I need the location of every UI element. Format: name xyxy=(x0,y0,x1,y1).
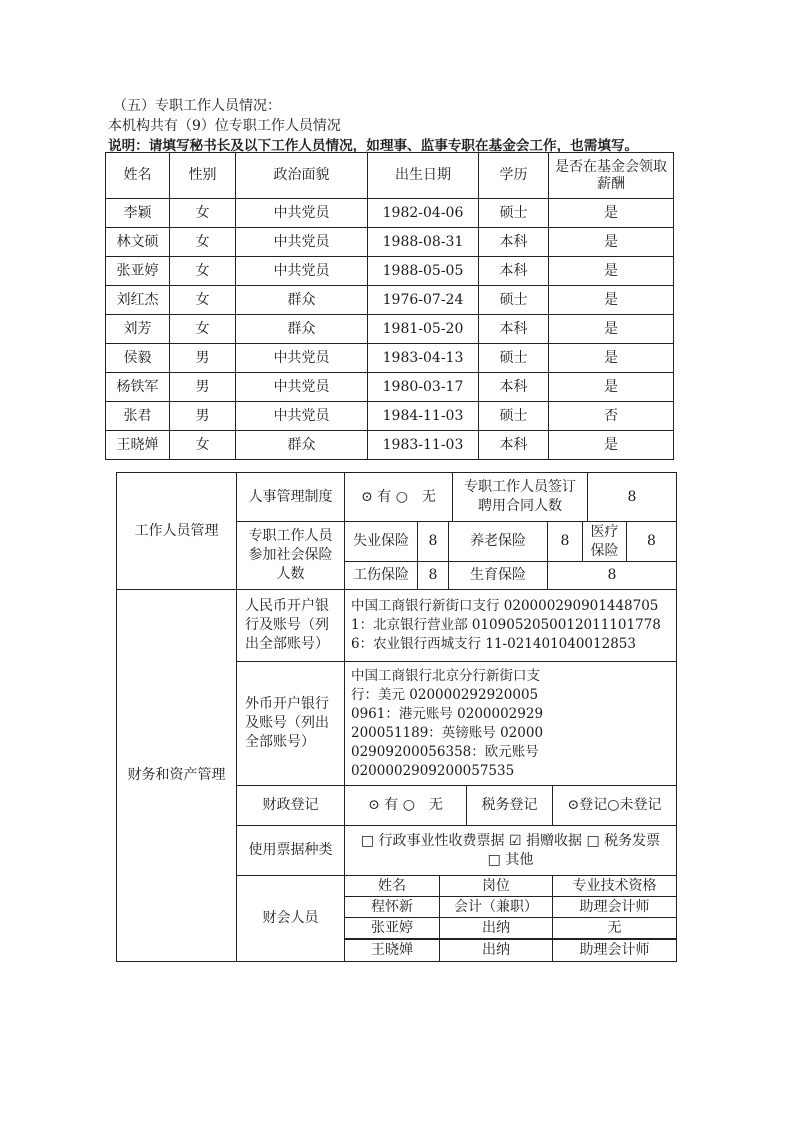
accountant-cell: 助理会计师 xyxy=(552,939,677,962)
table-cell: 李颖 xyxy=(106,199,170,228)
table-row xyxy=(106,402,674,431)
table-cell: 群众 xyxy=(236,431,368,460)
table-row xyxy=(106,286,674,315)
table-row xyxy=(106,431,674,460)
count-line: 本机构共有（9）位专职工作人员情况 xyxy=(108,118,341,134)
table-cell: 中共党员 xyxy=(236,257,368,286)
staff-table xyxy=(105,152,674,460)
table-cell: 刘红杰 xyxy=(106,286,170,315)
table-cell: 男 xyxy=(170,344,236,373)
table-cell: 1984-11-03 xyxy=(368,402,479,431)
contract-label: 专职工作人员签订聘用合同人数 xyxy=(452,472,588,522)
table-cell: 张亚婷 xyxy=(106,257,170,286)
table-cell: 硕士 xyxy=(479,199,549,228)
table-cell: 硕士 xyxy=(479,286,549,315)
table-cell: 张君 xyxy=(106,402,170,431)
table-row xyxy=(106,257,674,286)
table-cell: 男 xyxy=(170,373,236,402)
tax-reg-label: 税务登记 xyxy=(466,785,553,826)
medical-value: 8 xyxy=(626,521,677,562)
finance-label: 财务和资产管理 xyxy=(116,589,237,962)
accountant-cell: 出纳 xyxy=(439,917,553,939)
section-title: （五）专职工作人员情况： xyxy=(113,98,281,114)
table-cell: 侯毅 xyxy=(106,344,170,373)
table-cell: 本科 xyxy=(479,373,549,402)
column-header: 学历 xyxy=(479,153,549,199)
injury-label: 工伤保险 xyxy=(344,561,418,590)
table-row xyxy=(106,315,674,344)
table-cell: 杨铁军 xyxy=(106,373,170,402)
hr-system-value: ⊙ 有 ○ 无 xyxy=(344,472,453,522)
table-cell: 中共党员 xyxy=(236,373,368,402)
social-insurance-label: 专职工作人员参加社会保险人数 xyxy=(236,521,345,590)
table-cell: 中共党员 xyxy=(236,344,368,373)
table-cell: 是 xyxy=(549,344,674,373)
unemployment-value: 8 xyxy=(417,521,449,562)
table-cell: 1983-04-13 xyxy=(368,344,479,373)
table-cell: 女 xyxy=(170,286,236,315)
table-cell: 是 xyxy=(549,199,674,228)
table-cell: 1988-08-31 xyxy=(368,228,479,257)
medical-label: 医疗保险 xyxy=(582,521,627,562)
table-cell: 本科 xyxy=(479,228,549,257)
table-cell: 本科 xyxy=(479,257,549,286)
table-cell: 男 xyxy=(170,402,236,431)
table-cell: 女 xyxy=(170,257,236,286)
column-header: 出生日期 xyxy=(368,153,479,199)
table-cell: 是 xyxy=(549,228,674,257)
table-cell: 硕士 xyxy=(479,402,549,431)
table-cell: 是 xyxy=(549,286,674,315)
table-cell: 女 xyxy=(170,228,236,257)
receipt-type-label: 使用票据种类 xyxy=(236,825,345,876)
table-cell: 1980-03-17 xyxy=(368,373,479,402)
receipt-type-value: □ 行政事业性收费票据 ☑ 捐赠收据 □ 税务发票 □ 其他 xyxy=(344,825,677,876)
fiscal-reg-label: 财政登记 xyxy=(236,785,345,826)
accountant-cell: 出纳 xyxy=(439,939,553,962)
table-cell: 王晓婵 xyxy=(106,431,170,460)
accountant-cell: 助理会计师 xyxy=(552,896,677,918)
table-cell: 是 xyxy=(549,315,674,344)
table-row xyxy=(106,344,674,373)
table-cell: 群众 xyxy=(236,315,368,344)
accountant-cell: 王晓婵 xyxy=(344,939,440,962)
table-cell: 1988-05-05 xyxy=(368,257,479,286)
table-cell: 1981-05-20 xyxy=(368,315,479,344)
table-cell: 群众 xyxy=(236,286,368,315)
accountant-cell: 无 xyxy=(552,917,677,939)
column-header: 性别 xyxy=(170,153,236,199)
table-cell: 中共党员 xyxy=(236,199,368,228)
column-header: 是否在基金会领取薪酬 xyxy=(549,153,674,199)
table-cell: 中共党员 xyxy=(236,228,368,257)
table-row xyxy=(106,373,674,402)
hr-system-label: 人事管理制度 xyxy=(236,472,345,522)
accountant-header: 专业技术资格 xyxy=(552,875,677,897)
note: 说明：请填写秘书长及以下工作人员情况，如理事、监事专职在基金会工作，也需填写。 xyxy=(108,138,639,154)
table-cell: 女 xyxy=(170,199,236,228)
fx-account-value: 中国工商银行北京分行新街口支行：美元 0200002929200050961：港元账号 0200002929200051189：英镑账号 0200002909200056358：欧元账号 0200002909200057535 xyxy=(344,661,677,786)
pension-value: 8 xyxy=(547,521,583,562)
injury-value: 8 xyxy=(417,561,449,590)
table-cell: 否 xyxy=(549,402,674,431)
table-cell: 1982-04-06 xyxy=(368,199,479,228)
table-cell: 硕士 xyxy=(479,344,549,373)
maternity-value: 8 xyxy=(547,561,677,590)
unemployment-label: 失业保险 xyxy=(344,521,418,562)
table-cell: 本科 xyxy=(479,431,549,460)
staff-mgmt-label: 工作人员管理 xyxy=(116,472,237,590)
contract-value: 8 xyxy=(587,472,677,522)
table-cell: 1976-07-24 xyxy=(368,286,479,315)
table-cell: 是 xyxy=(549,431,674,460)
table-cell: 1983-11-03 xyxy=(368,431,479,460)
table-cell: 是 xyxy=(549,373,674,402)
accountant-cell: 程怀新 xyxy=(344,896,440,918)
accountant-cell: 会计（兼职） xyxy=(439,896,553,918)
accountant-label: 财会人员 xyxy=(236,875,345,962)
fiscal-reg-value: ⊙ 有 ○ 无 xyxy=(344,785,467,826)
fx-account-label: 外币开户银行及账号（列出全部账号） xyxy=(236,661,345,786)
tax-reg-value: ⊙登记○未登记 xyxy=(552,785,677,826)
maternity-label: 生育保险 xyxy=(448,561,548,590)
rmb-account-label: 人民币开户银行及账号（列出全部账号） xyxy=(236,589,345,662)
table-row xyxy=(106,228,674,257)
column-header: 姓名 xyxy=(106,153,170,199)
table-cell: 女 xyxy=(170,431,236,460)
accountant-header: 岗位 xyxy=(439,875,553,897)
accountant-header: 姓名 xyxy=(344,875,440,897)
table-cell: 中共党员 xyxy=(236,402,368,431)
table-cell: 刘芳 xyxy=(106,315,170,344)
table-cell: 林文硕 xyxy=(106,228,170,257)
rmb-account-value: 中国工商银行新街口支行 0200002909014487051：北京银行营业部 01090520500120111017786：农业银行西城支行 11-021401040012853 xyxy=(344,589,677,662)
table-cell: 本科 xyxy=(479,315,549,344)
table-row xyxy=(106,199,674,228)
column-header: 政治面貌 xyxy=(236,153,368,199)
pension-label: 养老保险 xyxy=(448,521,548,562)
table-cell: 是 xyxy=(549,257,674,286)
table-cell: 女 xyxy=(170,315,236,344)
accountant-cell: 张亚婷 xyxy=(344,917,440,939)
